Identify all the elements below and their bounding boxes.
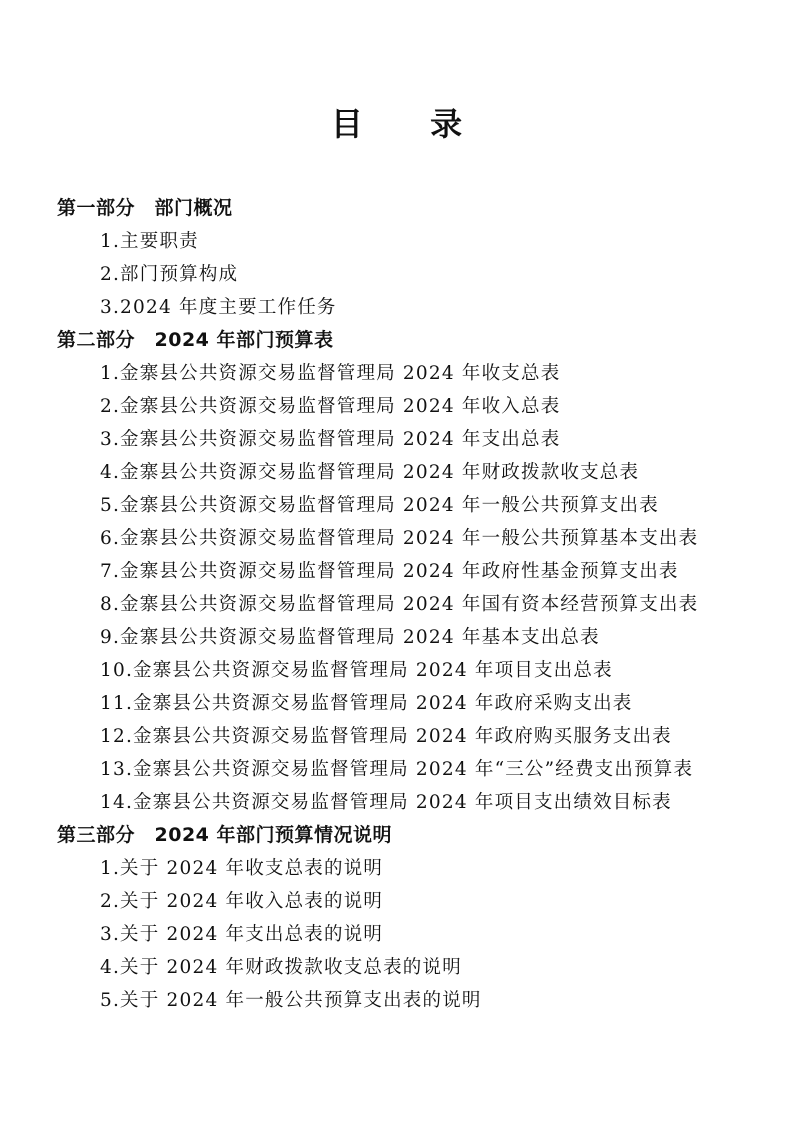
toc-entry[interactable]: 1.关于 2024 年收支总表的说明 [100,858,384,879]
toc-entry[interactable]: 2.金寨县公共资源交易监督管理局 2024 年收入总表 [100,396,561,417]
toc-entry[interactable]: 10.金寨县公共资源交易监督管理局 2024 年项目支出总表 [100,660,613,681]
toc-entry[interactable]: 1.主要职责 [100,231,199,252]
toc-entry[interactable]: 6.金寨县公共资源交易监督管理局 2024 年一般公共预算基本支出表 [100,528,699,549]
toc-entry[interactable]: 3.2024 年度主要工作任务 [100,297,337,318]
toc-section-heading[interactable]: 第二部分 2024 年部门预算表 [57,329,334,351]
toc-entry[interactable]: 2.部门预算构成 [100,264,239,285]
toc-section-heading[interactable]: 第三部分 2024 年部门预算情况说明 [57,824,392,846]
toc-entry[interactable]: 5.关于 2024 年一般公共预算支出表的说明 [100,990,482,1011]
toc-entry[interactable]: 9.金寨县公共资源交易监督管理局 2024 年基本支出总表 [100,627,600,648]
toc-entry[interactable]: 13.金寨县公共资源交易监督管理局 2024 年“三公”经费支出预算表 [100,759,694,780]
table-of-contents [57,192,757,1017]
toc-entry[interactable]: 7.金寨县公共资源交易监督管理局 2024 年政府性基金预算支出表 [100,561,679,582]
toc-entry[interactable]: 14.金寨县公共资源交易监督管理局 2024 年项目支出绩效目标表 [100,792,672,813]
toc-entry[interactable]: 3.金寨县公共资源交易监督管理局 2024 年支出总表 [100,429,561,450]
toc-entry[interactable]: 2.关于 2024 年收入总表的说明 [100,891,384,912]
toc-entry[interactable]: 8.金寨县公共资源交易监督管理局 2024 年国有资本经营预算支出表 [100,594,699,615]
toc-entry[interactable]: 11.金寨县公共资源交易监督管理局 2024 年政府采购支出表 [100,693,633,714]
page-title: 目 录 [330,105,491,143]
toc-section-heading[interactable]: 第一部分 部门概况 [57,197,233,219]
toc-entry[interactable]: 5.金寨县公共资源交易监督管理局 2024 年一般公共预算支出表 [100,495,659,516]
toc-entry[interactable]: 4.关于 2024 年财政拨款收支总表的说明 [100,957,462,978]
toc-entry[interactable]: 4.金寨县公共资源交易监督管理局 2024 年财政拨款收支总表 [100,462,640,483]
toc-entry[interactable]: 1.金寨县公共资源交易监督管理局 2024 年收支总表 [100,363,561,384]
toc-entry[interactable]: 3.关于 2024 年支出总表的说明 [100,924,384,945]
toc-entry[interactable]: 12.金寨县公共资源交易监督管理局 2024 年政府购买服务支出表 [100,726,672,747]
